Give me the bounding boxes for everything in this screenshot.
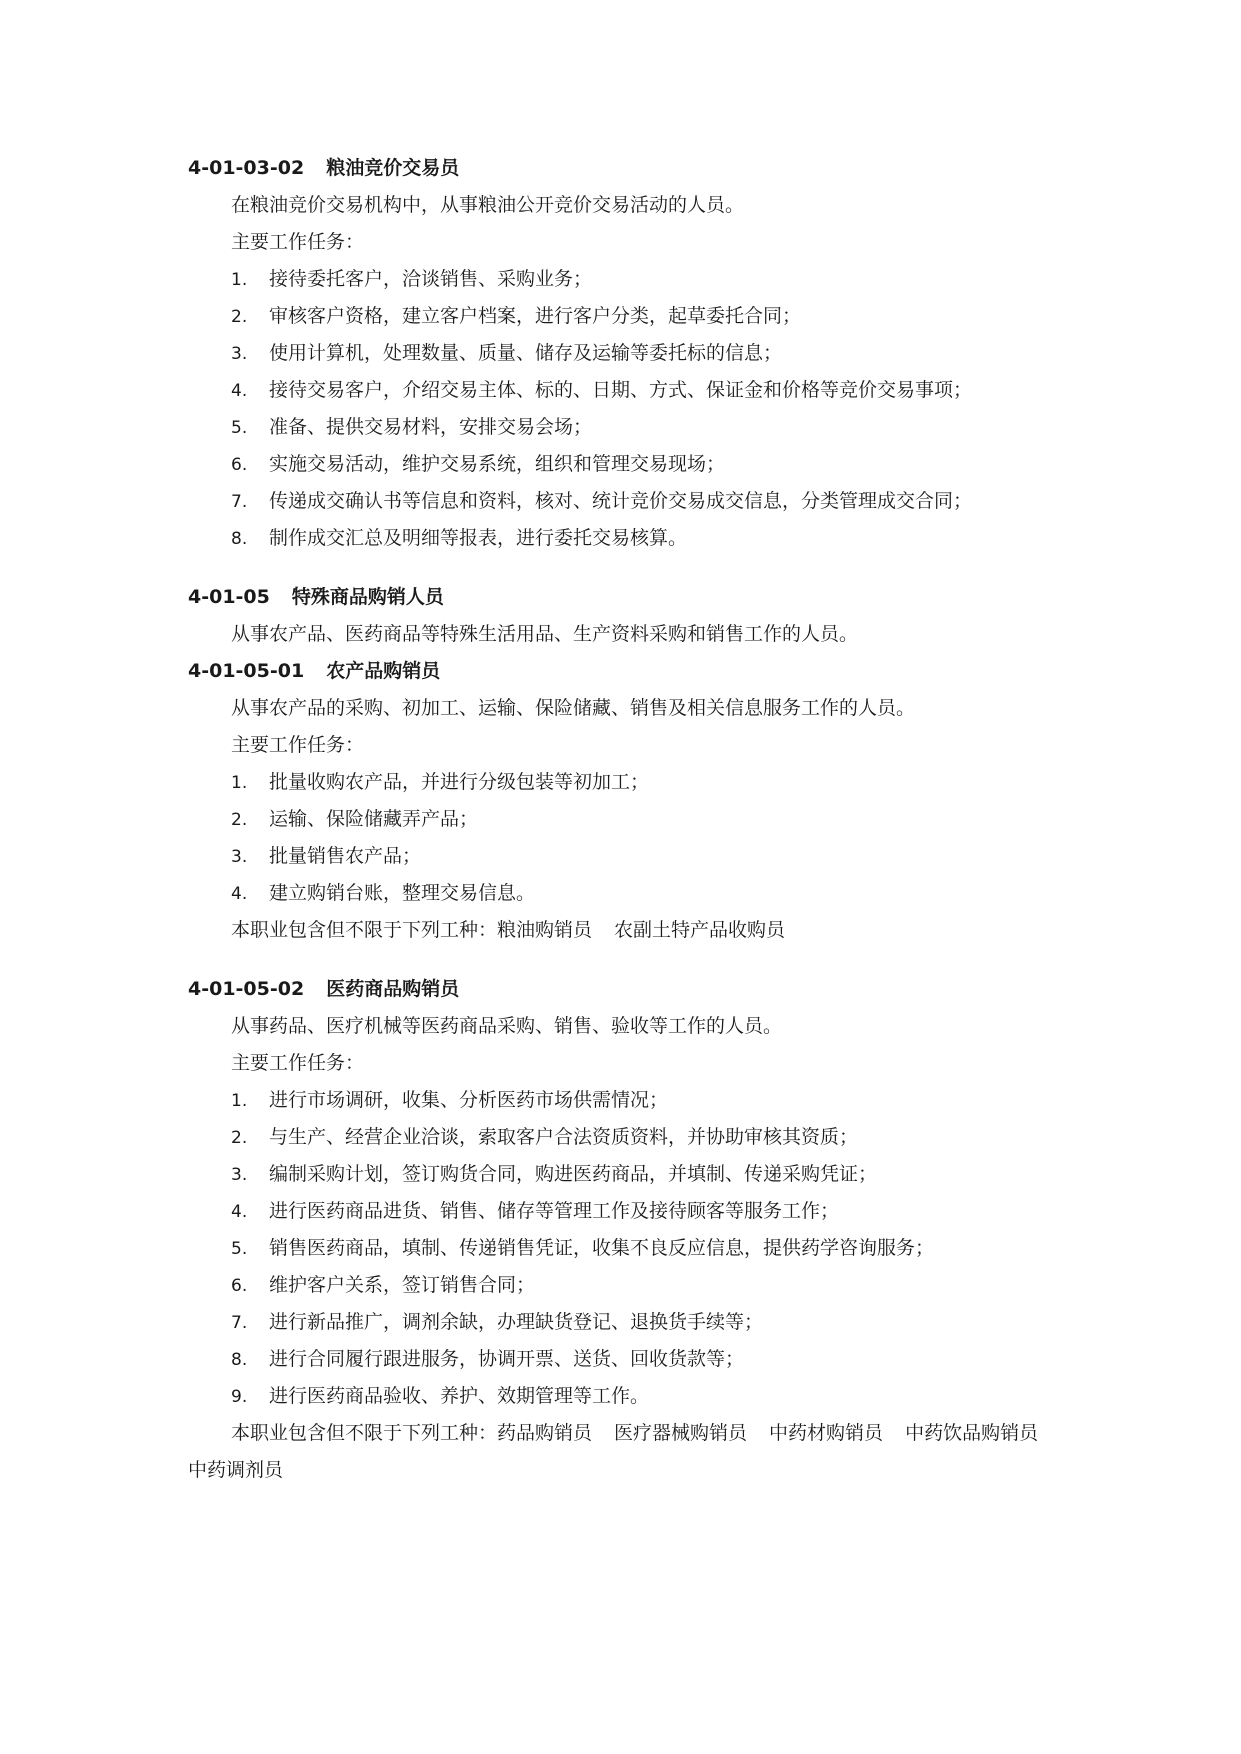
work-type: 医疗器械购销员	[614, 1422, 748, 1444]
task-text: 接待交易客户，介绍交易主体、标的、日期、方式、保证金和价格等竞价交易事项；	[269, 379, 973, 401]
work-type: 中药饮品购销员	[905, 1422, 1039, 1444]
tasks-label: 主要工作任务：	[231, 734, 365, 756]
work-type: 药品购销员	[497, 1422, 593, 1444]
includes-label: 本职业包含但不限于下列工种：	[231, 919, 498, 941]
task-text: 建立购销台账，整理交易信息。	[269, 882, 536, 904]
task-text: 进行新品推广，调剂余缺，办理缺货登记、退换货手续等；	[269, 1311, 764, 1333]
task-number: 3.	[231, 344, 248, 364]
task-text: 进行医药商品验收、养护、效期管理等工作。	[269, 1385, 650, 1407]
task-item	[188, 1267, 1061, 1304]
task-text: 销售医药商品，填制、传递销售凭证，收集不良反应信息，提供药学咨询服务；	[269, 1237, 935, 1259]
category-heading	[188, 579, 1061, 616]
task-number: 4.	[231, 1202, 248, 1222]
task-number: 2.	[231, 810, 248, 830]
work-types-line	[188, 912, 1061, 949]
task-item	[188, 875, 1061, 912]
task-number: 6.	[231, 455, 248, 475]
occupation-title: 农产品购销员	[326, 660, 441, 682]
task-item	[188, 764, 1061, 801]
occupation-title: 医药商品购销员	[326, 978, 460, 1000]
work-types	[497, 919, 785, 941]
task-number: 2.	[231, 1128, 248, 1148]
task-number: 7.	[231, 1313, 248, 1333]
task-number: 9.	[231, 1387, 248, 1407]
task-number: 1.	[231, 270, 248, 290]
occupation-description: 在粮油竞价交易机构中，从事粮油公开竞价交易活动的人员。	[231, 194, 745, 216]
work-type: 农副土特产品收购员	[614, 919, 786, 941]
occupation-heading	[188, 971, 1061, 1008]
occupation-description: 从事农产品的采购、初加工、运输、保险储藏、销售及相关信息服务工作的人员。	[231, 697, 916, 719]
task-text: 准备、提供交易材料，安排交易会场；	[269, 416, 593, 438]
task-number: 7.	[231, 492, 248, 512]
task-text: 运输、保险储藏弄产品；	[269, 808, 479, 830]
category-description: 从事农产品、医药商品等特殊生活用品、生产资料采购和销售工作的人员。	[231, 623, 859, 645]
task-text: 与生产、经营企业洽谈，索取客户合法资质资料，并协助审核其资质；	[269, 1126, 859, 1148]
task-item	[188, 1341, 1061, 1378]
task-item	[188, 1193, 1061, 1230]
task-text: 传递成交确认书等信息和资料，核对、统计竞价交易成交信息，分类管理成交合同；	[269, 490, 973, 512]
task-text: 审核客户资格，建立客户档案，进行客户分类，起草委托合同；	[269, 305, 802, 327]
occupation-section	[188, 150, 1061, 557]
task-text: 编制采购计划，签订购货合同，购进医药商品，并填制、传递采购凭证；	[269, 1163, 878, 1185]
task-item	[188, 335, 1061, 372]
task-number: 2.	[231, 307, 248, 327]
occupation-section	[188, 653, 1061, 949]
task-item	[188, 838, 1061, 875]
task-text: 使用计算机，处理数量、质量、储存及运输等委托标的信息；	[269, 342, 783, 364]
task-text: 制作成交汇总及明细等报表，进行委托交易核算。	[269, 527, 688, 549]
task-number: 3.	[231, 1165, 248, 1185]
occupation-heading	[188, 653, 1061, 690]
occupation-title: 粮油竞价交易员	[326, 157, 460, 179]
task-item	[188, 483, 1061, 520]
task-number: 1.	[231, 773, 248, 793]
task-item	[188, 1119, 1061, 1156]
task-number: 3.	[231, 847, 248, 867]
task-number: 6.	[231, 1276, 248, 1296]
occupation-section	[188, 971, 1061, 1489]
task-item	[188, 1082, 1061, 1119]
task-text: 实施交易活动，维护交易系统，组织和管理交易现场；	[269, 453, 726, 475]
task-number: 4.	[231, 381, 248, 401]
task-item	[188, 261, 1061, 298]
task-item	[188, 801, 1061, 838]
task-item	[188, 446, 1061, 483]
task-text: 进行合同履行跟进服务，协调开票、送货、回收货款等；	[269, 1348, 745, 1370]
task-number: 4.	[231, 884, 248, 904]
work-types-paragraph	[188, 1415, 1061, 1489]
task-text: 批量销售农产品；	[269, 845, 422, 867]
task-text: 维护客户关系，签订销售合同；	[269, 1274, 536, 1296]
occupation-heading	[188, 150, 1061, 187]
task-item	[188, 409, 1061, 446]
task-text: 接待委托客户，洽谈销售、采购业务；	[269, 268, 593, 290]
task-number: 1.	[231, 1091, 248, 1111]
tasks-label: 主要工作任务：	[231, 231, 365, 253]
occupation-code: 4-01-05-01	[188, 660, 305, 682]
task-number: 8.	[231, 1350, 248, 1370]
task-number: 5.	[231, 418, 248, 438]
task-item	[188, 1156, 1061, 1193]
work-type: 粮油购销员	[497, 919, 593, 941]
category-title: 特殊商品购销人员	[291, 586, 444, 608]
work-type: 中药材购销员	[769, 1422, 884, 1444]
task-item	[188, 298, 1061, 335]
task-item	[188, 372, 1061, 409]
task-text: 进行市场调研，收集、分析医药市场供需情况；	[269, 1089, 669, 1111]
category-section	[188, 579, 1061, 653]
occupation-description: 从事药品、医疗机械等医药商品采购、销售、验收等工作的人员。	[231, 1015, 783, 1037]
task-item	[188, 1230, 1061, 1267]
task-item	[188, 520, 1061, 557]
task-number: 8.	[231, 529, 248, 549]
task-number: 5.	[231, 1239, 248, 1259]
task-text: 进行医药商品进货、销售、储存等管理工作及接待顾客等服务工作；	[269, 1200, 840, 1222]
occupation-code: 4-01-03-02	[188, 157, 305, 179]
category-code: 4-01-05	[188, 586, 270, 608]
occupation-code: 4-01-05-02	[188, 978, 305, 1000]
task-item	[188, 1378, 1061, 1415]
tasks-label: 主要工作任务：	[231, 1052, 365, 1074]
task-item	[188, 1304, 1061, 1341]
includes-label: 本职业包含但不限于下列工种：	[231, 1422, 498, 1444]
task-text: 批量收购农产品，并进行分级包装等初加工；	[269, 771, 650, 793]
work-type: 中药调剂员	[188, 1459, 284, 1481]
